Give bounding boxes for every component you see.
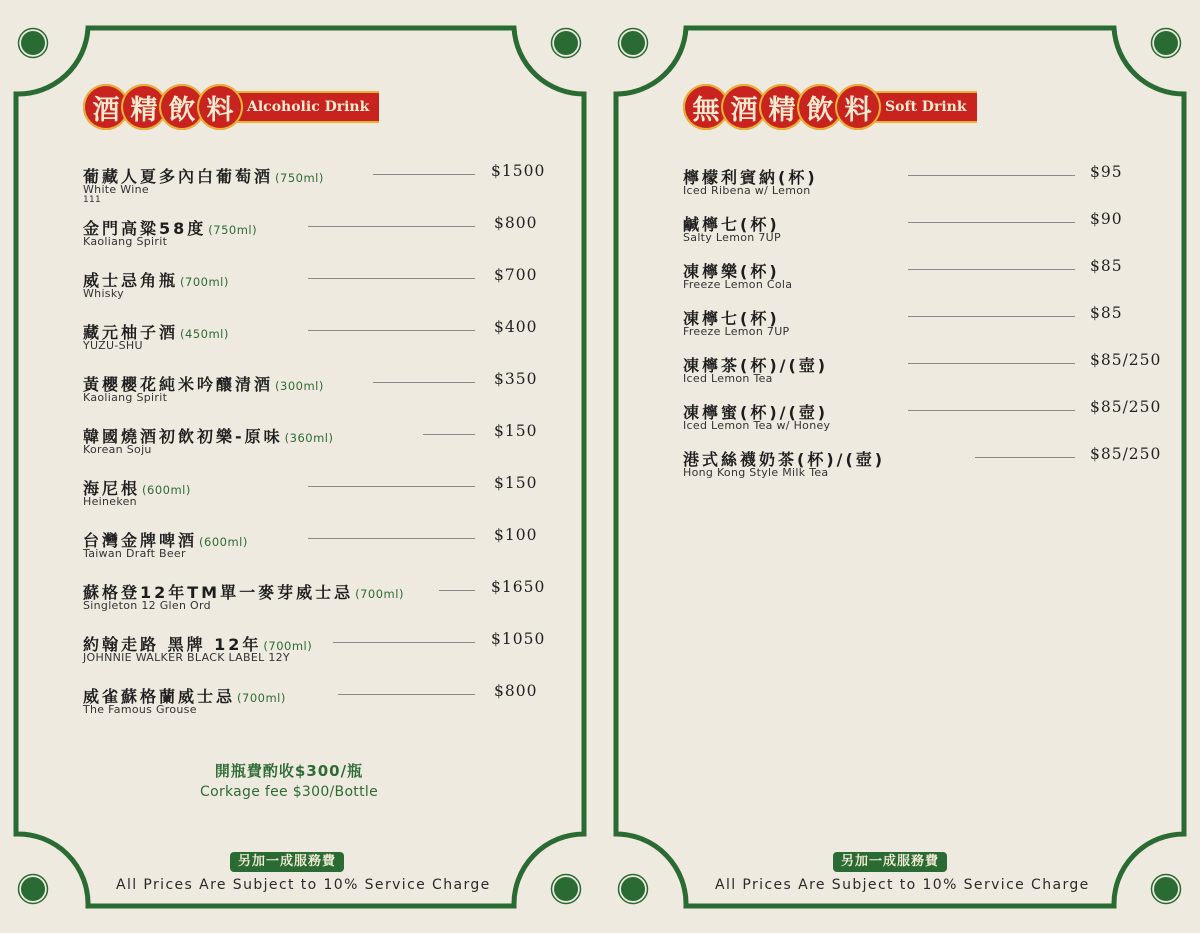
leader-line <box>908 175 1075 176</box>
item-name: 鹹檸七(杯) <box>683 215 780 234</box>
service-charge-badge: 另加一成服務費 <box>230 852 344 872</box>
leader-line <box>975 457 1075 458</box>
title-char: 料 <box>197 84 243 130</box>
item-name: 凍檸茶(杯)/(壺) <box>683 356 829 375</box>
item-name: 台灣金牌啤酒 <box>83 531 198 550</box>
leader-line <box>373 382 475 383</box>
item-name-en: Heineken <box>83 495 137 508</box>
corkage-fee-en: Corkage fee $300/Bottle <box>200 784 378 800</box>
item-price: $85 <box>1090 304 1123 322</box>
item-volume: (700ml) <box>237 691 286 705</box>
item-price: $800 <box>494 682 538 700</box>
leader-line <box>308 486 475 487</box>
item-name: 藏元柚子酒 <box>83 323 179 342</box>
item-name: 金門高粱58度 <box>83 219 207 238</box>
menu-item <box>683 353 1163 397</box>
menu-item <box>83 476 538 520</box>
item-name-en: Kaoliang Spirit <box>83 391 168 404</box>
item-volume: (600ml) <box>199 535 248 549</box>
title-char: 料 <box>835 84 881 130</box>
item-name-en: Singleton 12 Glen Ord <box>83 599 211 612</box>
menu-item <box>83 684 538 728</box>
item-volume: (450ml) <box>180 327 229 341</box>
title-char: 精 <box>759 84 805 130</box>
item-price: $1650 <box>491 578 546 596</box>
item-name-en: Kaoliang Spirit <box>83 235 168 248</box>
item-name-en: Freeze Lemon 7UP <box>683 325 790 338</box>
menu-item <box>683 400 1163 444</box>
menu-item <box>83 320 538 364</box>
item-volume: (700ml) <box>355 587 404 601</box>
title-char: 精 <box>121 84 167 130</box>
item-name-en: White Wine <box>83 183 149 196</box>
menu-item <box>83 162 546 208</box>
item-name: 威雀蘇格蘭威士忌 <box>83 687 236 706</box>
item-volume: (360ml) <box>284 431 334 445</box>
item-name-en: Iced Ribena w/ Lemon <box>683 184 811 197</box>
item-volume: (750ml) <box>275 171 324 185</box>
item-note: 111 <box>83 195 102 205</box>
title-char: 無 <box>683 84 729 130</box>
title-char: 飲 <box>797 84 843 130</box>
item-price: $1500 <box>491 162 546 180</box>
leader-line <box>439 590 475 591</box>
item-price: $800 <box>494 214 538 232</box>
item-name: 黃櫻櫻花純米吟釀清酒 <box>83 375 274 394</box>
leader-line <box>338 694 475 695</box>
item-price: $85/250 <box>1090 398 1162 416</box>
item-name: 凍檸蜜(杯)/(壺) <box>683 403 829 422</box>
section-header <box>83 84 379 130</box>
menu-item <box>83 372 538 416</box>
item-name: 凍檸樂(杯) <box>683 262 780 281</box>
leader-line <box>308 330 475 331</box>
leader-line <box>908 269 1075 270</box>
item-name: 蘇格登12年TM單一麥芽威士忌 <box>83 583 354 602</box>
leader-line <box>908 410 1075 411</box>
leader-line <box>308 278 475 279</box>
item-name: 港式絲襪奶茶(杯)/(壺) <box>683 450 886 469</box>
item-price: $400 <box>494 318 538 336</box>
item-name: 韓國燒酒初飲初樂-原味 <box>83 427 283 446</box>
item-price: $350 <box>494 370 538 388</box>
item-name: 葡藏人夏多內白葡萄酒 <box>83 167 274 186</box>
menu-item <box>83 424 538 468</box>
menu-item <box>683 259 1163 303</box>
menu-item <box>83 268 538 312</box>
item-name-en: Korean Soju <box>83 443 152 456</box>
item-volume: (300ml) <box>275 379 324 393</box>
item-name-en: Iced Lemon Tea w/ Honey <box>683 419 831 432</box>
menu-item <box>683 165 1163 209</box>
item-price: $150 <box>494 422 538 440</box>
leader-line <box>373 174 475 175</box>
item-name-en: The Famous Grouse <box>83 703 197 716</box>
leader-line <box>308 538 475 539</box>
item-price: $95 <box>1090 163 1123 181</box>
leader-line <box>333 642 475 643</box>
item-name-en: Hong Kong Style Milk Tea <box>683 466 829 479</box>
menu-item <box>83 216 538 260</box>
item-name: 約翰走路 黑牌 12年 <box>83 635 262 654</box>
menu-item <box>83 578 546 624</box>
menu-item <box>83 630 546 676</box>
menu-item <box>683 306 1163 350</box>
item-name-en: YUZU-SHU <box>83 339 143 352</box>
item-name-en: JOHNNIE WALKER BLACK LABEL 12Y <box>83 651 290 664</box>
corkage-fee-zh: 開瓶費酌收$300/瓶 <box>214 762 364 780</box>
section-header <box>683 84 977 130</box>
leader-line <box>308 226 475 227</box>
item-volume: (700ml) <box>180 275 229 289</box>
item-price: $150 <box>494 474 538 492</box>
item-volume: (600ml) <box>142 483 191 497</box>
menu-item <box>683 447 1163 491</box>
leader-line <box>908 363 1075 364</box>
title-char: 酒 <box>83 84 129 130</box>
item-name-en: Salty Lemon 7UP <box>683 231 781 244</box>
service-charge-text: All Prices Are Subject to 10% Service Charge <box>116 877 491 893</box>
title-char: 飲 <box>159 84 205 130</box>
item-volume: (750ml) <box>208 223 258 237</box>
item-volume: (700ml) <box>263 639 313 653</box>
leader-line <box>908 222 1075 223</box>
item-name: 檸檬利賓納(杯) <box>683 168 818 187</box>
service-charge-text: All Prices Are Subject to 10% Service Charge <box>715 877 1090 893</box>
item-price: $700 <box>494 266 538 284</box>
menu-item <box>683 212 1163 256</box>
item-name: 威士忌角瓶 <box>83 271 179 290</box>
soft-drink-page <box>600 0 1200 933</box>
item-name-en: Freeze Lemon Cola <box>683 278 793 291</box>
item-name: 凍檸七(杯) <box>683 309 780 328</box>
service-charge-badge: 另加一成服務費 <box>833 852 947 872</box>
item-price: $100 <box>494 526 538 544</box>
menu-item <box>83 528 538 572</box>
item-price: $90 <box>1090 210 1123 228</box>
section-title-en: Alcoholic Drink <box>231 91 379 123</box>
item-name-en: Whisky <box>83 287 124 300</box>
leader-line <box>908 316 1075 317</box>
item-name-en: Taiwan Draft Beer <box>83 547 186 560</box>
leader-line <box>423 434 475 435</box>
item-price: $85/250 <box>1090 351 1162 369</box>
section-title-en: Soft Drink <box>869 91 977 123</box>
item-price: $85/250 <box>1090 445 1162 463</box>
item-price: $85 <box>1090 257 1123 275</box>
item-name: 海尼根 <box>83 479 141 498</box>
item-price: $1050 <box>491 630 546 648</box>
item-name-en: Iced Lemon Tea <box>683 372 773 385</box>
title-char: 酒 <box>721 84 767 130</box>
